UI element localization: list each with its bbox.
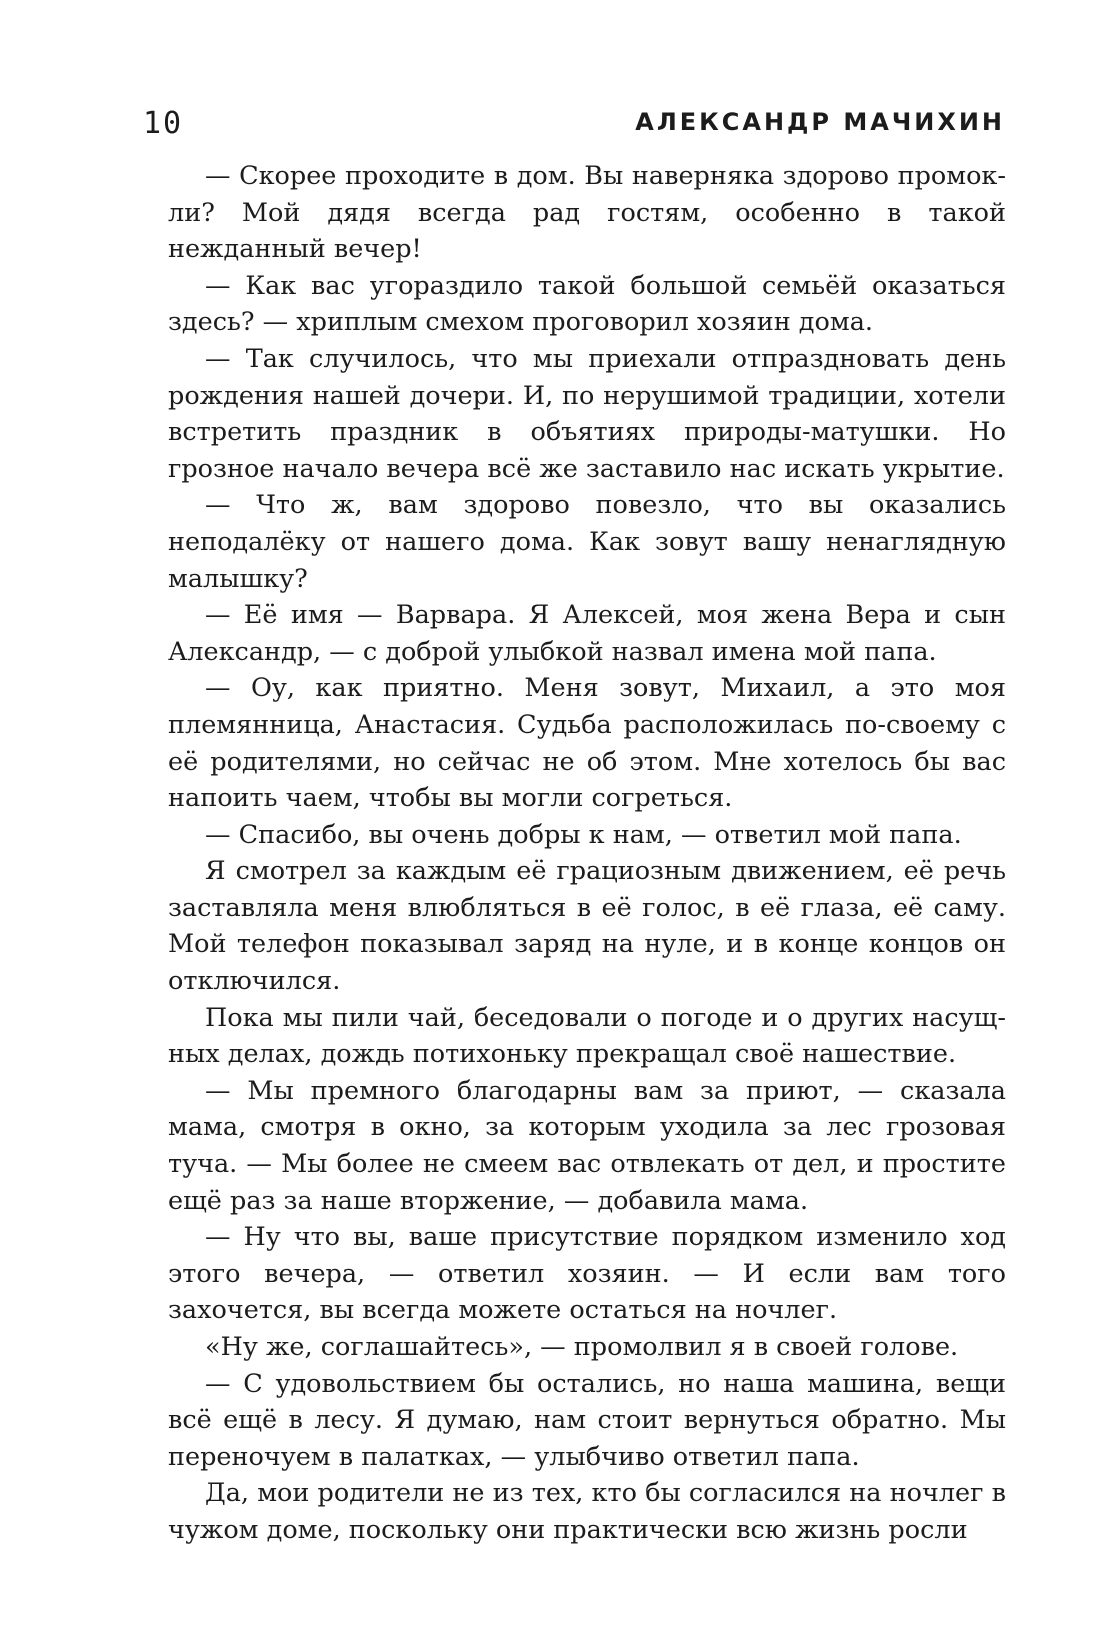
paragraph: — Мы премного благодарны вам за приют, — сказала мама, смотря в окно, за которым уходила за лес грозовая туча. — Мы более не смеем вас отвлекать от дел, и простите ещё раз за наше вторжение, — добавила мама. <box>168 1075 1006 1216</box>
body-text <box>168 158 1006 1549</box>
paragraph: Пока мы пили чай, беседовали о погоде и о других насущных делах, дождь потихоньку прекращал своё нашествие. <box>168 1002 1006 1070</box>
running-header-author: АЛЕКСАНДР МАЧИХИН <box>635 108 1005 136</box>
page-number: 10 <box>143 106 184 141</box>
paragraph: — Спасибо, вы очень добры к нам, — ответил мой папа. <box>205 819 962 850</box>
paragraph: Я смотрел за каждым её грациозным движением, её речь заставляла меня влюбляться в её голос, в её глаза, её саму. Мой телефон показывал заряд на нуле, и в конце концов он отключился. <box>168 856 1006 997</box>
paragraph: «Ну же, соглашайтесь», — промолвил я в своей голове. <box>205 1332 959 1362</box>
paragraph: — Так случилось, что мы приехали отпраздновать день рождения нашей дочери. И, по нерушимой традиции, хотели встретить праздник в объятиях природы-матушки. Но грозное начало вечера всё же заставило нас искать укрытие. <box>168 343 1006 484</box>
paragraph: — Что ж, вам здорово повезло, что вы оказались неподалёку от нашего дома. Как зовут вашу ненаглядную малышку? <box>168 490 1006 594</box>
paragraph: — С удовольствием бы остались, но наша машина, вещи всё ещё в лесу. Я думаю, нам стоит вернуться обратно. Мы переночуем в палатках, — улыбчиво ответил папа. <box>168 1368 1006 1472</box>
paragraph: — Скорее проходите в дом. Вы наверняка здорово промокли? Мой дядя всегда рад гостям, особенно в такой нежданный вечер! <box>168 161 1006 265</box>
paragraph: — Как вас угораздило такой большой семьёй оказаться здесь? — хриплым смехом проговорил хозяин дома. <box>168 270 1006 338</box>
paragraph: — Ну что вы, ваше присутствие порядком изменило ход этого вечера, — ответил хозяин. — И если вам того захочется, вы всегда можете остаться на ночлег. <box>168 1222 1006 1326</box>
paragraph: — Оу, как приятно. Меня зовут, Михаил, а это моя племянница, Анастасия. Судьба расположилась по-своему с её родителями, но сейчас не об этом. Мне хотелось бы вас напоить чаем, чтобы вы могли согреться. <box>168 673 1006 814</box>
paragraph: Да, мои родители не из тех, кто бы согласился на ночлег в чужом доме, поскольку они практически всю жизнь росли <box>168 1478 1006 1545</box>
paragraph: — Её имя — Варвара. Я Алексей, моя жена Вера и сын Александр, — с доброй улыбкой назвал имена мой папа. <box>168 600 1006 667</box>
